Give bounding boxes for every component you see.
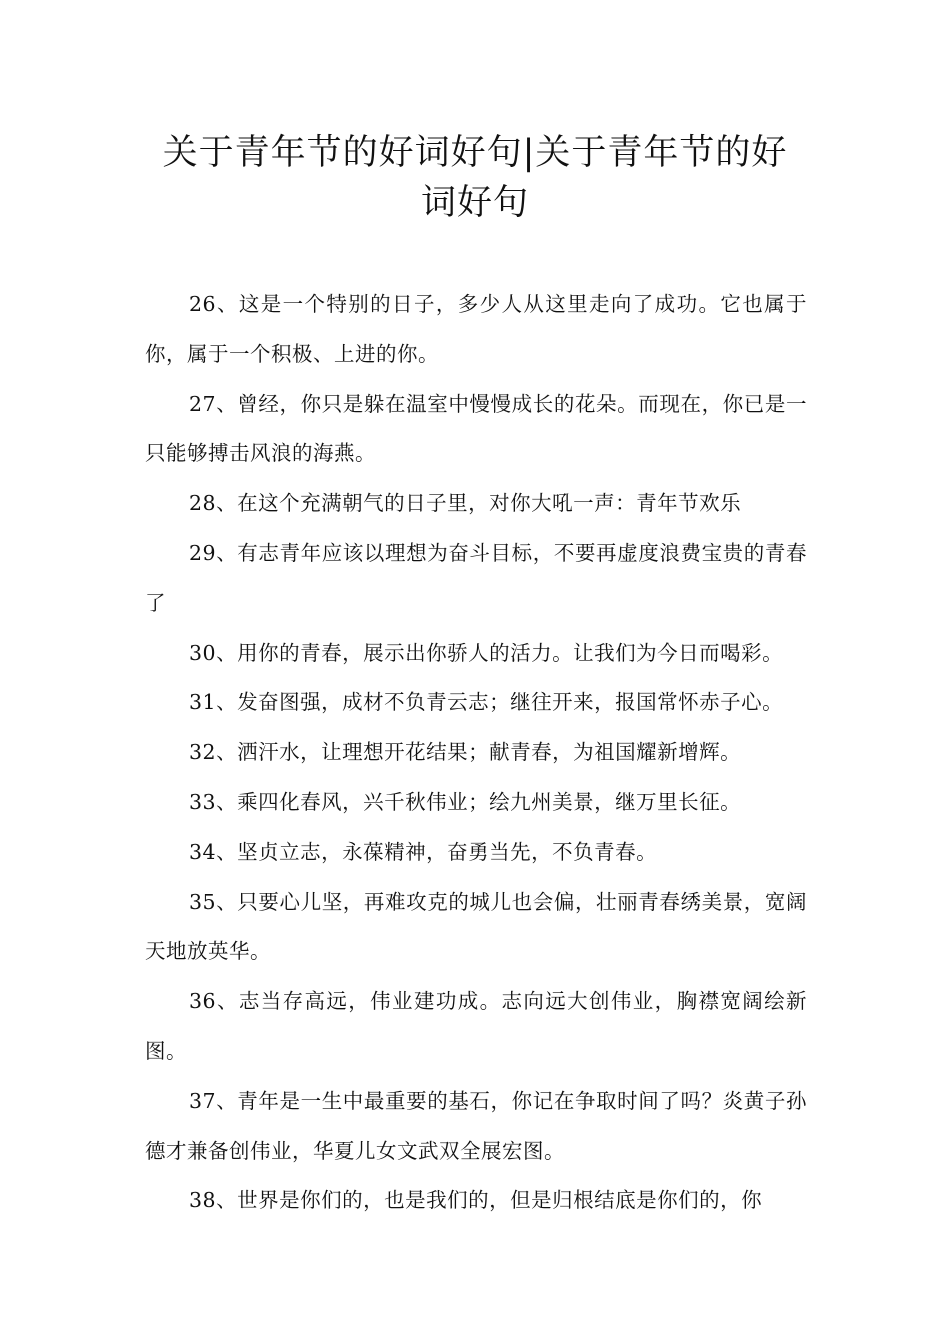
paragraph-26: 26、这是一个特别的日子，多少人从这里走向了成功。它也属于你，属于一个积极、上进的你。 xyxy=(145,292,807,366)
paragraph-28: 28、在这个充满朝气的日子里，对你大吼一声：青年节欢乐 xyxy=(189,491,742,516)
paragraph-32: 32、洒汗水，让理想开花结果；献青春，为祖国耀新增辉。 xyxy=(189,740,742,765)
paragraph-37: 37、青年是一生中最重要的基石，你记在争取时间了吗？炎黄子孙德才兼备创伟业，华夏儿女文武双全展宏图。 xyxy=(145,1088,807,1163)
paragraph-29: 29、有志青年应该以理想为奋斗目标，不要再虚度浪费宝贵的青春了 xyxy=(145,540,807,615)
paragraph-33: 33、乘四化春风，兴千秋伟业；绘九州美景，继万里长征。 xyxy=(189,789,742,814)
paragraph-34: 34、坚贞立志，永葆精神，奋勇当先，不负青春。 xyxy=(189,839,658,864)
paragraph-30: 30、用你的青春，展示出你骄人的活力。让我们为今日而喝彩。 xyxy=(189,640,784,665)
paragraph-35: 35、只要心儿坚，再难攻克的城儿也会偏，壮丽青春绣美景，宽阔天地放英华。 xyxy=(145,889,807,964)
paragraph-38: 38、世界是你们的，也是我们的，但是归根结底是你们的，你 xyxy=(189,1188,763,1213)
paragraph-27: 27、曾经，你只是躲在温室中慢慢成长的花朵。而现在，你已是一只能够搏击风浪的海燕。 xyxy=(145,391,807,466)
paragraph-36: 36、志当存高远，伟业建功成。志向远大创伟业，胸襟宽阔绘新图。 xyxy=(145,989,807,1063)
paragraph-31: 31、发奋图强，成材不负青云志；继往开来，报国常怀赤子心。 xyxy=(189,690,784,715)
document-title: 关于青年节的好词好句|关于青年节的好词好句 xyxy=(162,133,788,223)
document-body xyxy=(145,280,807,1226)
